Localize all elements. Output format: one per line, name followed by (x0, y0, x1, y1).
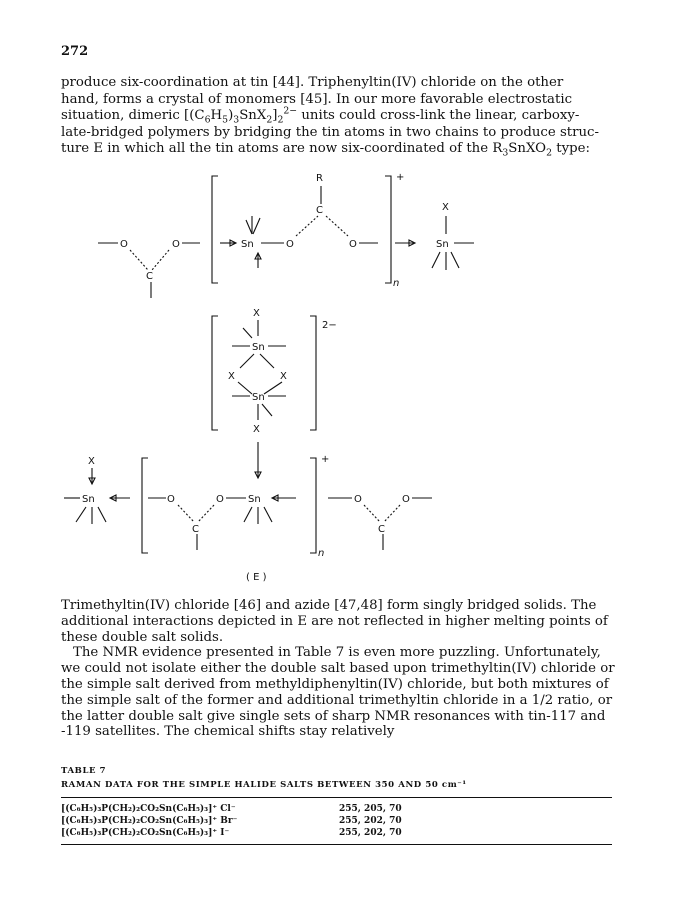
table-title: RAMAN DATA FOR THE SIMPLE HALIDE SALTS BETWEEN 350 AND 50 cm⁻¹ (61, 780, 467, 790)
atom-label: C (316, 205, 323, 216)
atom-label: X (280, 371, 287, 382)
table-row (61, 815, 612, 827)
compound-cell: [(C₆H₅)₃P(CH₂)₂CO₂Sn(C₆H₅)₃]⁺ Br⁻ (61, 816, 238, 826)
table-top-rule (61, 797, 612, 798)
atom-label: X (228, 371, 235, 382)
charge: 2− (322, 320, 337, 331)
values-cell: 255, 205, 70 (339, 804, 402, 814)
table-row (61, 803, 612, 815)
values-cell: 255, 202, 70 (339, 816, 402, 826)
atom-label: O (349, 239, 357, 250)
charge: + (396, 172, 405, 183)
subscript-n: n (318, 548, 325, 559)
compound-cell: [(C₆H₅)₃P(CH₂)₂CO₂Sn(C₆H₅)₃]⁺ I⁻ (61, 828, 230, 838)
atom-label: O (354, 494, 362, 505)
table-body (61, 803, 612, 839)
page-number: 272 (61, 44, 89, 59)
table-row (61, 827, 612, 839)
atom-label: C (378, 524, 385, 535)
intro-line: late-bridged polymers by bridging the tin atoms in two chains to produce struc- (61, 124, 599, 140)
atom-label: Sn (82, 494, 95, 505)
table-bottom-rule (61, 844, 612, 845)
atom-label: X (442, 202, 449, 213)
atom-label: O (286, 239, 294, 250)
lower-chain (64, 454, 432, 559)
atom-label: O (402, 494, 410, 505)
atom-label: C (192, 524, 199, 535)
atom-label: O (216, 494, 224, 505)
intro-line: produce six-coordination at tin [44]. Triphenyltin(IV) chloride on the other (61, 75, 564, 90)
body-text (61, 598, 623, 740)
atom-label: Sn (241, 239, 254, 250)
intro-line: ture E in which all the tin atoms are now six-coordinated of the $R_3SnXO_2$ type: (61, 141, 590, 159)
structure-label: ( E ) (246, 572, 267, 583)
charge: + (321, 454, 330, 465)
upper-chain (98, 172, 474, 298)
atom-label: Sn (436, 239, 449, 250)
subscript-n: n (393, 278, 400, 289)
values-cell: 255, 202, 70 (339, 828, 402, 838)
intro-line: situation, dimeric $[(C_6H_5)_3SnX_2]_2^{2-}$ units could cross-link the linear, carboxy- (61, 105, 580, 126)
atom-label: Sn (252, 392, 265, 403)
atom-label: O (120, 239, 128, 250)
atom-label: R (316, 173, 323, 184)
atom-label: Sn (252, 342, 265, 353)
table-caption: TABLE 7 (61, 766, 107, 776)
intro-line: hand, forms a crystal of monomers [45]. In our more favorable electrostatic (61, 91, 573, 107)
atom-label: X (253, 424, 260, 435)
atom-label: O (172, 239, 180, 250)
atom-label: X (253, 308, 260, 319)
paragraph: The NMR evidence presented in Table 7 is even more puzzling. Unfortunately, we could not isolate either the double salt based upon trimethyltin(IV) chloride or the simple salt derived from methyldiphenyltin(IV) chloride, but both mixtures of the simple salt of the former and additional trimethyltin chloride in a 1/2 ratio, or the latter double salt give single sets of sharp NMR resonances with tin-117 and -119 satellites. The chemical shifts stay relatively (61, 645, 615, 740)
compound-cell: [(C₆H₅)₃P(CH₂)₂CO₂Sn(C₆H₅)₃]⁺ Cl⁻ (61, 804, 236, 814)
dimer-bridge (212, 308, 337, 478)
paragraph: Trimethyltin(IV) chloride [46] and azide [47,48] form singly bridged solids. The additional interactions depicted in E are not reflected in higher melting points of these double salt solids. (61, 598, 608, 645)
atom-label: X (88, 456, 95, 467)
structure-e-figure (60, 168, 620, 588)
atom-label: O (167, 494, 175, 505)
intro-paragraph (61, 75, 621, 158)
atom-label: Sn (248, 494, 261, 505)
atom-label: C (146, 271, 153, 282)
